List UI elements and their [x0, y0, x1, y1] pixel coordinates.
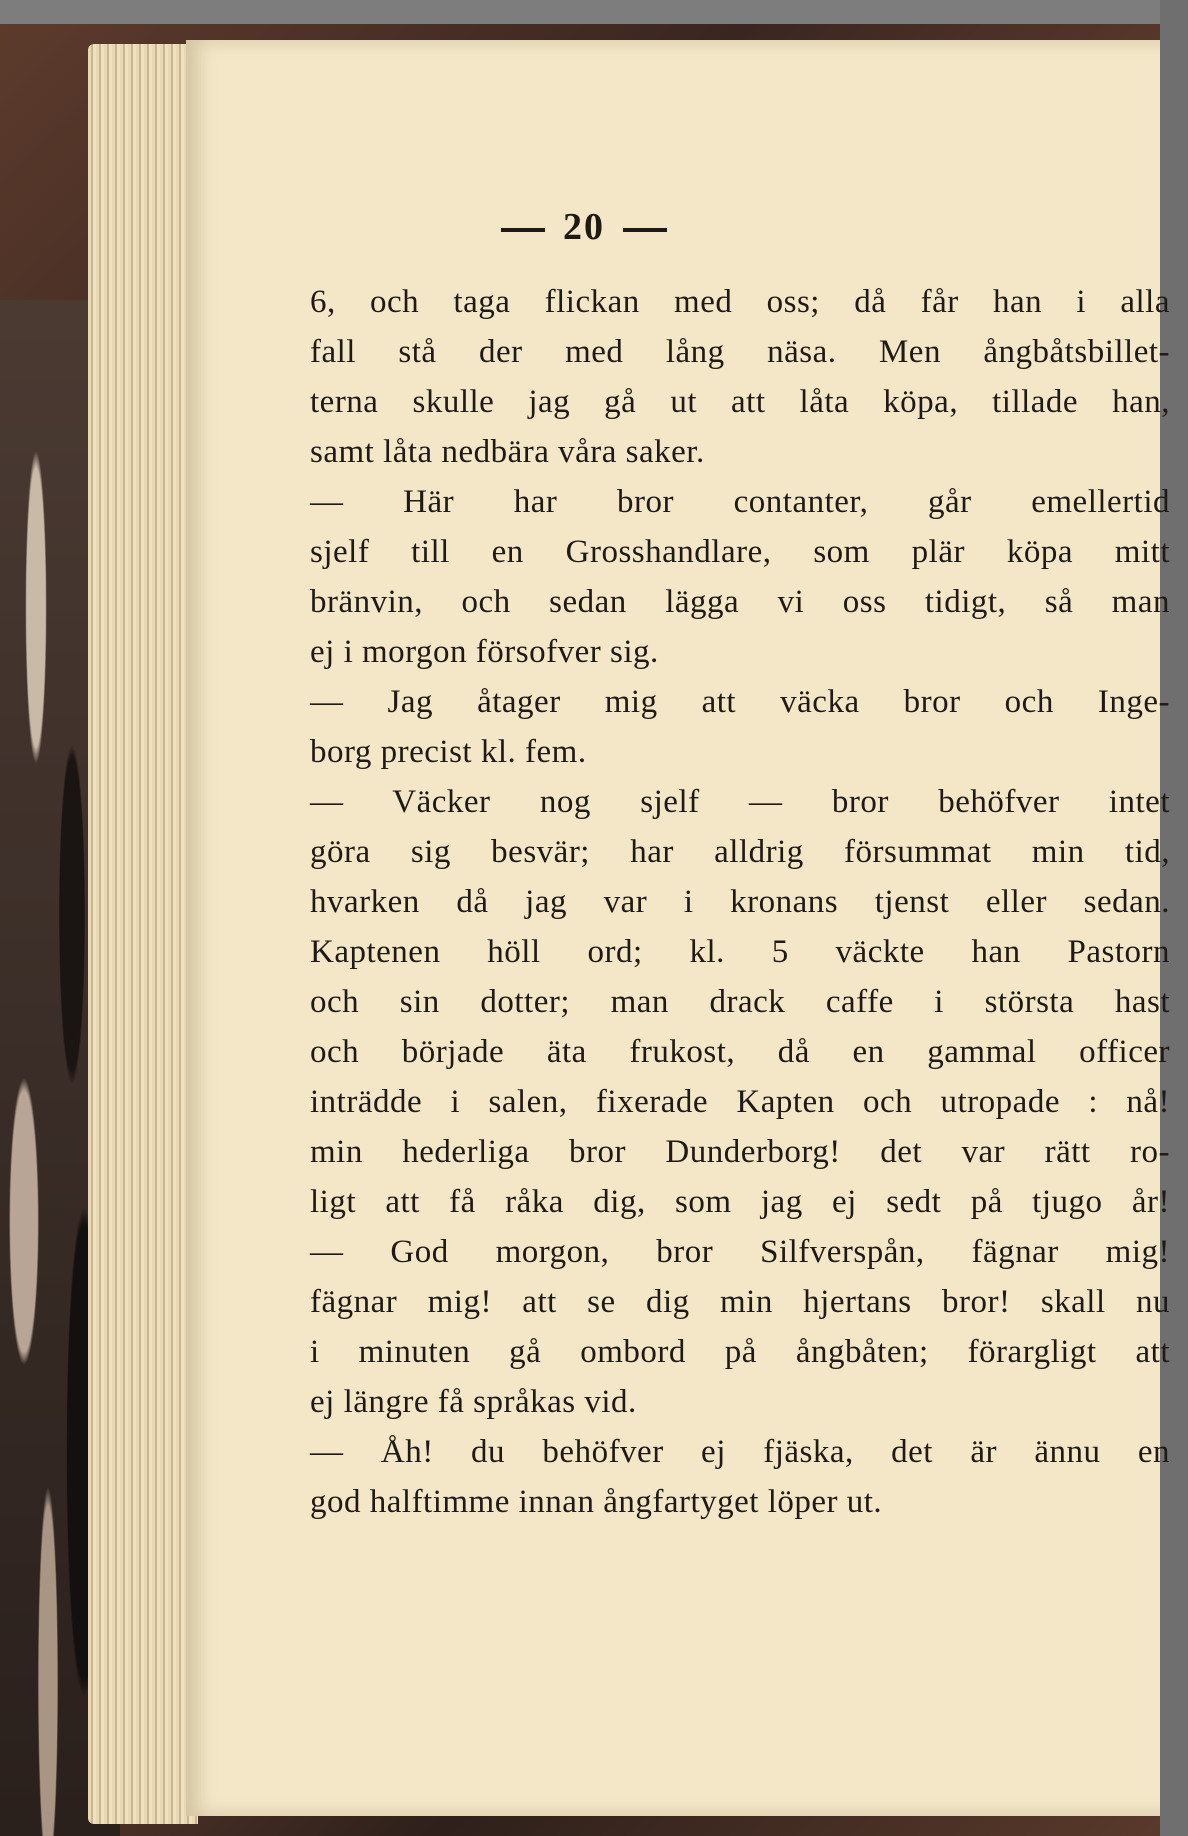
text-line: fägnar mig! att se dig min hjertans bror! skall nu [310, 1284, 1170, 1320]
page-content [310, 0, 1170, 1836]
text-line: — Jag åtager mig att väcka bror och Inge- [310, 684, 1170, 720]
text-line: bränvin, och sedan lägga vi oss tidigt, så man [310, 584, 1170, 620]
text-line: god halftimme innan ångfartyget löper ut. [310, 1484, 883, 1520]
text-line: sjelf till en Grosshandlare, som plär köpa mitt [310, 534, 1170, 570]
text-line: ej i morgon försofver sig. [310, 634, 659, 670]
text-line: Kaptenen höll ord; kl. 5 väckte han Pastorn [310, 934, 1170, 970]
text-line: fall stå der med lång näsa. Men ångbåtsbillet- [310, 334, 1170, 370]
text-line: och började äta frukost, då en gammal officer [310, 1034, 1170, 1070]
text-line: borg precist kl. fem. [310, 734, 587, 770]
text-line: göra sig besvär; har alldrig försummat min tid, [310, 834, 1170, 870]
page-number-dash-right [623, 228, 667, 232]
text-line: — God morgon, bror Silfverspån, fägnar mig! [310, 1234, 1170, 1270]
page-number-text: 20 [563, 206, 605, 248]
page-number-dash-left [501, 228, 545, 232]
text-line: — Åh! du behöfver ej fjäska, det är ännu en [310, 1434, 1170, 1470]
text-line: i minuten gå ombord på ångbåten; förargligt att [310, 1334, 1170, 1370]
page-edges [88, 44, 198, 1824]
text-line: ligt att få råka dig, som jag ej sedt på tjugo år! [310, 1184, 1170, 1220]
text-line: ej längre få språkas vid. [310, 1384, 637, 1420]
text-line: terna skulle jag gå ut att låta köpa, tillade han, [310, 384, 1170, 420]
text-line: och sin dotter; man drack caffe i största hast [310, 984, 1170, 1020]
text-line: min hederliga bror Dunderborg! det var rätt ro- [310, 1134, 1170, 1170]
text-line: — Väcker nog sjelf — bror behöfver intet [310, 784, 1170, 820]
text-line: samt låta nedbära våra saker. [310, 434, 705, 470]
text-line: 6, och taga flickan med oss; då får han i alla [310, 284, 1170, 320]
page-number [310, 205, 858, 249]
text-line: inträdde i salen, fixerade Kapten och utropade : nå! [310, 1084, 1170, 1120]
text-line: hvarken då jag var i kronans tjenst eller sedan. [310, 884, 1170, 920]
text-line: — Här har bror contanter, går emellertid [310, 484, 1170, 520]
